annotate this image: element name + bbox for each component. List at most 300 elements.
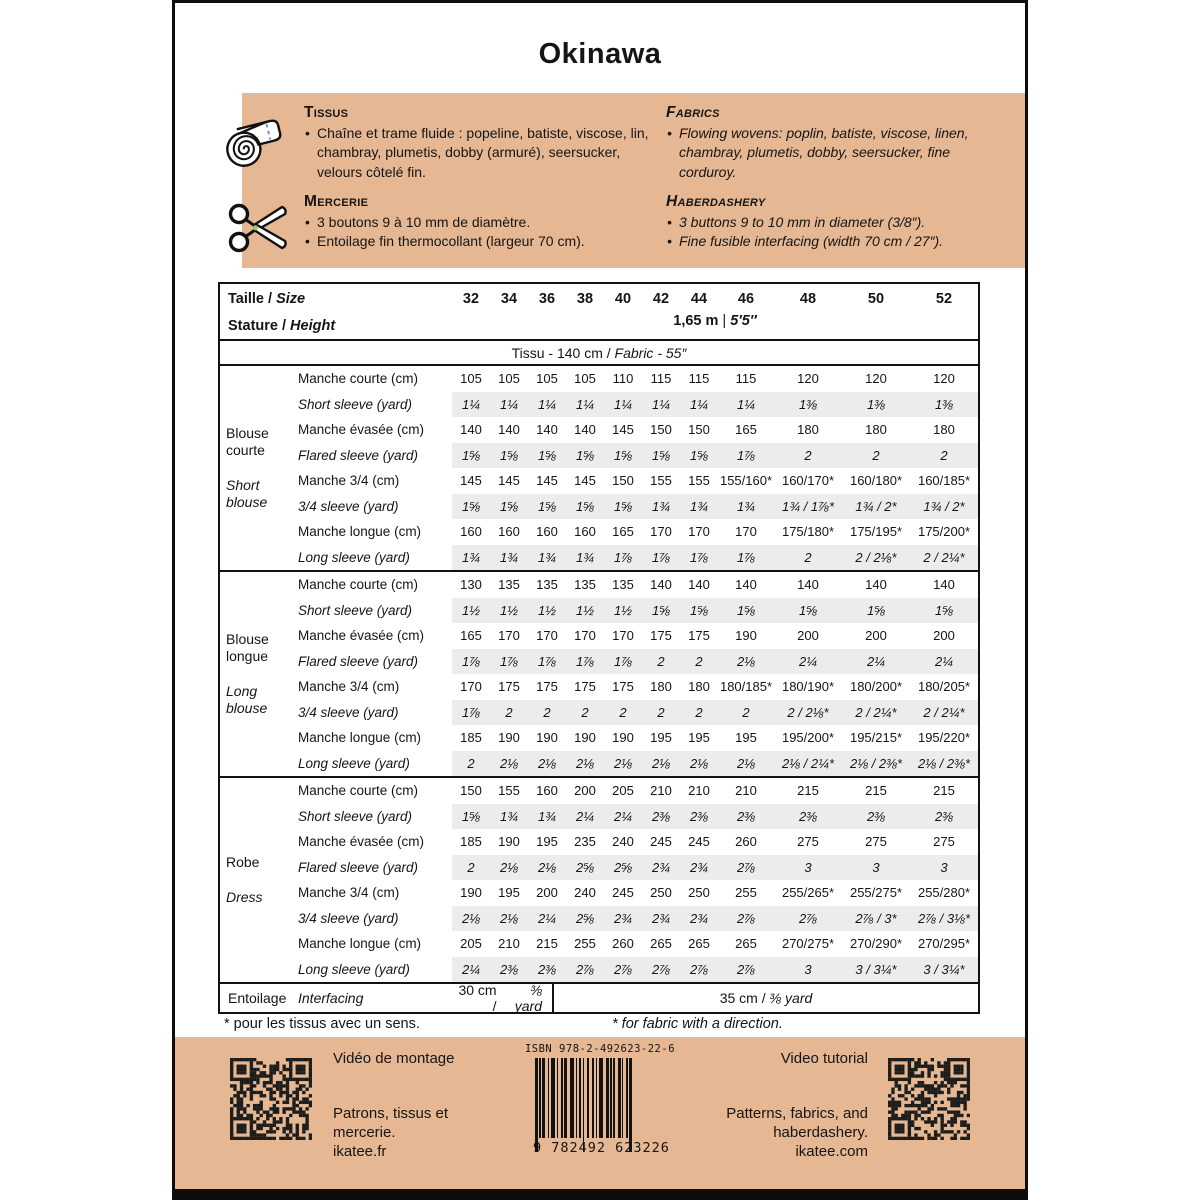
- row-label: 3/4 sleeve (yard): [298, 704, 399, 720]
- table-cell: 175/180*: [781, 524, 835, 540]
- scissors-icon: [224, 197, 290, 264]
- table-cell: 180: [933, 422, 955, 438]
- table-cell: 2: [742, 704, 750, 720]
- table-section: [220, 776, 978, 982]
- table-cell: 145: [498, 473, 520, 489]
- table-cell: 1¾: [537, 808, 557, 824]
- barcode-bar: [626, 1058, 627, 1138]
- table-cell: 170: [536, 628, 558, 644]
- table-cell: 1⅝: [499, 498, 519, 514]
- row-values: [452, 751, 978, 777]
- table-cell: 175: [612, 679, 634, 695]
- barcode-bar: [587, 1058, 588, 1138]
- tagline-fr-line2: mercerie.: [333, 1123, 396, 1141]
- table-row: [220, 906, 978, 932]
- table-cell: 2¾: [651, 910, 671, 926]
- table-cell: 2⅛: [736, 755, 756, 771]
- table-cell: 1⅞: [575, 653, 595, 669]
- table-cell: 1¼: [575, 396, 595, 412]
- row-values: [452, 700, 978, 726]
- footer-text-french: [333, 1050, 455, 1162]
- row-values: [452, 392, 978, 418]
- page-title: Okinawa: [538, 38, 662, 70]
- table-cell: 2⅛: [651, 755, 671, 771]
- table-row: [220, 623, 978, 649]
- footer-text-english: [726, 1050, 868, 1162]
- video-label-fr: Vidéo de montage: [333, 1050, 455, 1067]
- table-cell: 2: [804, 447, 812, 463]
- table-cell: 210: [498, 936, 520, 952]
- table-cell: 1⅞: [537, 653, 557, 669]
- table-cell: 195: [498, 885, 520, 901]
- table-cell: 2⅛: [613, 755, 633, 771]
- pattern-envelope-back: [172, 0, 1028, 1200]
- table-cell: 195/215*: [849, 730, 903, 746]
- table-cell: 2⅛: [499, 910, 519, 926]
- size-column-header: 44: [690, 290, 708, 307]
- table-cell: 175: [688, 628, 710, 644]
- barcode-bar: [548, 1058, 549, 1138]
- table-cell: 1⅞: [736, 447, 756, 463]
- footnote-english: * for fabric with a direction.: [612, 1016, 783, 1032]
- table-cell: 175/195*: [849, 524, 903, 540]
- table-cell: 140: [574, 422, 596, 438]
- table-cell: 2: [467, 755, 475, 771]
- row-values: [452, 649, 978, 675]
- size-column-header: 38: [576, 290, 594, 307]
- table-cell: 2: [695, 704, 703, 720]
- table-cell: 140: [536, 422, 558, 438]
- table-cell: 190: [735, 628, 757, 644]
- table-cell: 175: [498, 679, 520, 695]
- row-label: Manche 3/4 (cm): [298, 885, 400, 901]
- table-cell: 105: [498, 371, 520, 387]
- table-cell: 195: [735, 730, 757, 746]
- row-label: Manche évasée (cm): [298, 422, 425, 438]
- row-label: Manche longue (cm): [298, 730, 422, 746]
- table-cell: 1⅝: [461, 498, 481, 514]
- row-values: [452, 494, 978, 520]
- materials-english-column: [666, 104, 1006, 263]
- table-cell: 105: [536, 371, 558, 387]
- row-label: Long sleeve (yard): [298, 549, 410, 565]
- table-cell: 250: [650, 885, 672, 901]
- size-header-row: [220, 284, 978, 313]
- table-cell: 2: [505, 704, 513, 720]
- table-cell: 1⅝: [866, 602, 886, 618]
- barcode-bar: [618, 1058, 621, 1138]
- row-label: Short sleeve (yard): [298, 396, 413, 412]
- qr-code-video-en: [888, 1058, 970, 1140]
- table-cell: 140: [460, 422, 482, 438]
- table-cell: 1¾ / 2*: [855, 498, 897, 514]
- table-cell: 240: [574, 885, 596, 901]
- table-cell: 2⅜: [866, 808, 886, 824]
- list-item: • Chaîne et trame fluide : popeline, batiste, viscose, lin, chambray, plumetis, dobby (armuré), seersucker, velours côtelé fin.: [305, 125, 649, 180]
- row-label: 3/4 sleeve (yard): [298, 910, 399, 926]
- table-cell: 2: [804, 549, 812, 565]
- row-values: [452, 804, 978, 830]
- table-cell: 3 / 3¼*: [923, 961, 965, 977]
- table-cell: 1⅝: [461, 447, 481, 463]
- table-cell: 170: [735, 524, 757, 540]
- mercerie-heading: Mercerie: [304, 192, 369, 210]
- table-cell: 2: [657, 653, 665, 669]
- table-section: [220, 366, 978, 570]
- table-cell: 275: [797, 834, 819, 850]
- size-column-header: 48: [799, 290, 817, 307]
- row-label: Long sleeve (yard): [298, 755, 410, 771]
- row-label: 3/4 sleeve (yard): [298, 498, 399, 514]
- table-cell: 205: [460, 936, 482, 952]
- table-row: [220, 649, 978, 675]
- table-cell: 2⅞: [798, 910, 818, 926]
- table-cell: 1⅞: [613, 653, 633, 669]
- row-values: [452, 417, 978, 443]
- table-cell: 1⅝: [537, 447, 557, 463]
- table-cell: 1½: [575, 602, 595, 618]
- section-label-english: Short blouse: [226, 476, 268, 510]
- table-cell: 145: [460, 473, 482, 489]
- table-cell: 1⅝: [651, 447, 671, 463]
- table-cell: 1⅜: [934, 396, 954, 412]
- fabric-roll-icon: [218, 109, 294, 176]
- row-values: [452, 957, 978, 983]
- table-cell: 275: [933, 834, 955, 850]
- height-value: 1,65 m | 5′5″: [673, 313, 757, 329]
- table-cell: 260: [735, 834, 757, 850]
- table-cell: 3: [940, 859, 948, 875]
- row-label: Manche courte (cm): [298, 783, 419, 799]
- table-cell: 1¾: [575, 549, 595, 565]
- table-cell: 2⅞: [651, 961, 671, 977]
- barcode-bar: [539, 1058, 540, 1138]
- row-label: Flared sleeve (yard): [298, 859, 419, 875]
- table-cell: 135: [498, 577, 520, 593]
- list-item: • 3 boutons 9 à 10 mm de diamètre.: [304, 213, 652, 232]
- table-cell: 105: [460, 371, 482, 387]
- section-label: [226, 366, 290, 570]
- table-cell: 135: [612, 577, 634, 593]
- barcode-bar: [583, 1058, 584, 1152]
- table-cell: 145: [612, 422, 634, 438]
- table-cell: 2¾: [689, 910, 709, 926]
- table-cell: 165: [735, 422, 757, 438]
- table-cell: 145: [574, 473, 596, 489]
- table-cell: 255/265*: [781, 885, 835, 901]
- table-cell: 170: [612, 628, 634, 644]
- table-cell: 2⅞: [689, 961, 709, 977]
- table-cell: 1⅝: [798, 602, 818, 618]
- table-cell: 2⅞: [736, 859, 756, 875]
- size-values: [452, 284, 978, 313]
- bullet-marker: •: [305, 125, 310, 141]
- table-cell: 175: [536, 679, 558, 695]
- table-cell: 155: [688, 473, 710, 489]
- table-cell: 115: [688, 371, 710, 387]
- barcode-bars: [533, 1058, 670, 1156]
- table-row: [220, 957, 978, 983]
- row-label: Manche courte (cm): [298, 371, 419, 387]
- table-section: [220, 570, 978, 776]
- table-cell: 190: [498, 834, 520, 850]
- table-cell: 1⅝: [689, 602, 709, 618]
- table-row: [220, 545, 978, 571]
- table-cell: 245: [612, 885, 634, 901]
- table-cell: 3: [872, 859, 880, 875]
- table-cell: 170: [460, 679, 482, 695]
- table-cell: 185: [460, 730, 482, 746]
- table-cell: 2⅞ / 3*: [855, 910, 897, 926]
- page-border-bottom: [172, 1189, 1028, 1200]
- table-cell: 1⅝: [499, 447, 519, 463]
- table-row: [220, 931, 978, 957]
- table-cell: 270/290*: [849, 936, 903, 952]
- table-cell: 2⅝: [575, 910, 595, 926]
- table-cell: 1¼: [537, 396, 557, 412]
- table-row: [220, 366, 978, 392]
- section-label-french: Blouse courte: [226, 424, 269, 458]
- row-label: Flared sleeve (yard): [298, 447, 419, 463]
- table-cell: 150: [460, 783, 482, 799]
- table-cell: 2⅛: [736, 653, 756, 669]
- table-cell: 2⅞: [736, 961, 756, 977]
- table-row: [220, 443, 978, 469]
- table-cell: 270/295*: [917, 936, 971, 952]
- table-cell: 120: [797, 371, 819, 387]
- table-cell: 160/185*: [917, 473, 971, 489]
- size-label: Taille / Size: [228, 290, 306, 307]
- tagline-en-line1: Patterns, fabrics, and: [726, 1104, 868, 1122]
- barcode-bar: [576, 1058, 577, 1138]
- table-cell: 1⅜: [866, 396, 886, 412]
- row-values: [452, 623, 978, 649]
- table-cell: 195/200*: [781, 730, 835, 746]
- row-values: [452, 598, 978, 624]
- table-cell: 250: [688, 885, 710, 901]
- section-label-english: Dress: [226, 888, 263, 905]
- table-cell: 180: [650, 679, 672, 695]
- barcode-bar: [542, 1058, 545, 1138]
- table-cell: 160: [460, 524, 482, 540]
- table-cell: 1⅞: [736, 549, 756, 565]
- table-cell: 1⅝: [934, 602, 954, 618]
- table-cell: 2¼: [798, 653, 818, 669]
- table-cell: 175: [574, 679, 596, 695]
- section-label: [226, 572, 290, 776]
- row-values: [452, 829, 978, 855]
- table-cell: 180/185*: [719, 679, 773, 695]
- table-cell: 170: [650, 524, 672, 540]
- table-row: [220, 700, 978, 726]
- qr-code-video-fr: [230, 1058, 312, 1140]
- table-cell: 195/220*: [917, 730, 971, 746]
- row-label: Manche longue (cm): [298, 524, 422, 540]
- row-values: [452, 519, 978, 545]
- table-cell: 2⅞: [613, 961, 633, 977]
- section-label-french: Blouse longue: [226, 630, 269, 664]
- table-cell: 2 / 2⅛*: [787, 704, 829, 720]
- table-cell: 2⅜: [736, 808, 756, 824]
- table-cell: 160: [536, 524, 558, 540]
- haberdashery-heading: Haberdashery: [666, 192, 766, 210]
- table-cell: 150: [688, 422, 710, 438]
- barcode-bar: [606, 1058, 609, 1138]
- table-cell: 2⅞ / 3⅛*: [917, 910, 971, 926]
- table-cell: 1¾: [461, 549, 481, 565]
- table-row: [220, 417, 978, 443]
- table-cell: 265: [650, 936, 672, 952]
- barcode-bar: [579, 1058, 582, 1138]
- table-row: [220, 392, 978, 418]
- table-cell: 1¾: [499, 549, 519, 565]
- bullet-marker: •: [667, 125, 672, 141]
- footer-band: [175, 1037, 1025, 1189]
- table-cell: 2⅛ / 2¼*: [781, 755, 835, 771]
- table-cell: 245: [688, 834, 710, 850]
- table-cell: 2⅛: [499, 755, 519, 771]
- size-column-header: 36: [538, 290, 556, 307]
- table-cell: 1¾: [651, 498, 671, 514]
- fabrics-heading: Fabrics: [666, 104, 720, 121]
- table-cell: 140: [933, 577, 955, 593]
- table-cell: 210: [650, 783, 672, 799]
- row-values: [452, 443, 978, 469]
- website-fr: ikatee.fr: [333, 1142, 387, 1160]
- table-cell: 1⅞: [651, 549, 671, 565]
- table-row: [220, 598, 978, 624]
- materials-french-column: [304, 104, 652, 263]
- table-cell: 2: [695, 653, 703, 669]
- size-column-header: 50: [867, 290, 885, 307]
- table-cell: 1¼: [689, 396, 709, 412]
- materials-info-block: [242, 93, 1026, 268]
- page-border-top: [172, 0, 1028, 3]
- table-cell: 1¾ / 1⅞*: [781, 498, 835, 514]
- table-cell: 180: [688, 679, 710, 695]
- table-cell: 140: [735, 577, 757, 593]
- table-row: [220, 778, 978, 804]
- section-label: [226, 778, 290, 982]
- barcode-bar: [613, 1058, 614, 1138]
- list-item: • Fine fusible interfacing (width 70 cm / 27″).: [666, 232, 1006, 251]
- table-cell: 2⅛: [537, 859, 557, 875]
- table-cell: 1⅞: [499, 653, 519, 669]
- table-cell: 2⅜: [499, 961, 519, 977]
- table-cell: 205: [612, 783, 634, 799]
- table-cell: 2: [940, 447, 948, 463]
- table-cell: 2⅜: [934, 808, 954, 824]
- table-row: [220, 572, 978, 598]
- table-cell: 130: [460, 577, 482, 593]
- table-cell: 170: [498, 628, 520, 644]
- haberdashery-list: [666, 213, 1006, 252]
- mercerie-list: [304, 213, 652, 252]
- size-column-header: 46: [737, 290, 755, 307]
- row-label: Short sleeve (yard): [298, 602, 413, 618]
- table-cell: 160: [498, 524, 520, 540]
- row-values: [452, 674, 978, 700]
- table-cell: 1⅝: [537, 498, 557, 514]
- table-cell: 115: [735, 371, 757, 387]
- table-cell: 190: [460, 885, 482, 901]
- row-values: [452, 725, 978, 751]
- table-cell: 160: [536, 783, 558, 799]
- table-cell: 160/170*: [781, 473, 835, 489]
- table-cell: 170: [574, 628, 596, 644]
- table-cell: 1¾ / 2*: [923, 498, 965, 514]
- bullet-marker: •: [667, 213, 672, 230]
- table-row: [220, 829, 978, 855]
- table-cell: 165: [460, 628, 482, 644]
- table-cell: 190: [498, 730, 520, 746]
- tissus-list: [304, 124, 652, 182]
- barcode-bar: [557, 1058, 558, 1138]
- website-en: ikatee.com: [795, 1142, 868, 1160]
- barcode-bar: [561, 1058, 562, 1138]
- size-column-header: 32: [462, 290, 480, 307]
- table-cell: 190: [574, 730, 596, 746]
- table-cell: 2⅜: [651, 808, 671, 824]
- row-label: Long sleeve (yard): [298, 961, 410, 977]
- barcode-bar: [564, 1058, 567, 1138]
- table-cell: 160/180*: [849, 473, 903, 489]
- table-cell: 105: [574, 371, 596, 387]
- table-cell: 275: [865, 834, 887, 850]
- table-cell: 2⅜: [689, 808, 709, 824]
- table-row: [220, 725, 978, 751]
- table-cell: 210: [688, 783, 710, 799]
- bullet-marker: •: [305, 213, 310, 230]
- table-cell: 2 / 2¼*: [923, 704, 965, 720]
- interfacing-35cm: 35 cm / ⅜ yard: [719, 990, 813, 1006]
- table-cell: 2: [872, 447, 880, 463]
- table-cell: 115: [650, 371, 672, 387]
- table-cell: 2⅛: [461, 910, 481, 926]
- isbn-barcode: [520, 1043, 680, 1154]
- table-cell: 1⅝: [651, 602, 671, 618]
- fabric-width-band: Tissu - 140 cm / Fabric - 55″: [220, 341, 978, 366]
- page-border-left: [172, 0, 175, 1200]
- table-cell: 255: [735, 885, 757, 901]
- table-cell: 160: [574, 524, 596, 540]
- section-label-french: Robe: [226, 854, 260, 870]
- footnote-french: * pour les tissus avec un sens.: [224, 1016, 420, 1032]
- table-row: [220, 494, 978, 520]
- table-cell: 135: [574, 577, 596, 593]
- table-cell: 175: [650, 628, 672, 644]
- table-cell: 1⅞: [461, 653, 481, 669]
- table-cell: 2⅛ / 2⅜*: [917, 755, 971, 771]
- table-cell: 270/275*: [781, 936, 835, 952]
- row-label: Manche longue (cm): [298, 936, 422, 952]
- barcode-digits: 9 782492 623226: [533, 1140, 670, 1156]
- table-cell: 1⅝: [613, 447, 633, 463]
- table-row: [220, 751, 978, 777]
- interfacing-30cm: 30 cm / ⅜ yard: [452, 984, 554, 1012]
- barcode-bar: [629, 1058, 632, 1152]
- table-cell: 2 / 2⅛*: [855, 549, 897, 565]
- table-cell: 180/200*: [849, 679, 903, 695]
- table-cell: 1¾: [499, 808, 519, 824]
- table-cell: 2⅜: [798, 808, 818, 824]
- table-cell: 1½: [537, 602, 557, 618]
- tissus-heading: Tissus: [304, 104, 349, 121]
- table-cell: 215: [933, 783, 955, 799]
- table-cell: 265: [688, 936, 710, 952]
- table-cell: 2¼: [575, 808, 595, 824]
- table-cell: 170: [688, 524, 710, 540]
